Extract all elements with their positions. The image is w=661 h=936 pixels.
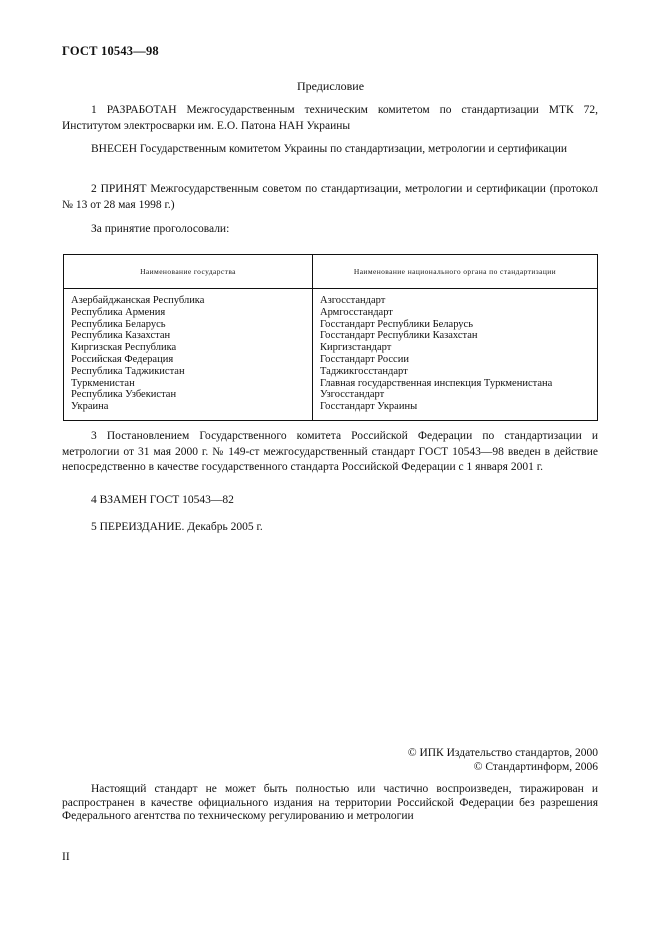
body-name: Таджикгосстандарт bbox=[320, 365, 408, 377]
state-name: Республика Узбекистан bbox=[71, 389, 177, 401]
paragraph-voted: За принятие проголосовали: bbox=[91, 223, 230, 235]
copyright-block bbox=[408, 746, 598, 774]
paragraph-reissue: 5 ПЕРЕИЗДАНИЕ. Декабрь 2005 г. bbox=[91, 521, 263, 533]
paragraph-introduced: ВНЕСЕН Государственным комитетом Украины по стандартизации, метрологии и сертификации bbox=[91, 143, 568, 155]
page-number: II bbox=[62, 851, 70, 863]
body-name: Госстандарт Республики Казахстан bbox=[320, 330, 478, 342]
state-name: Киргизская Республика bbox=[71, 342, 177, 354]
body-name: Узгосстандарт bbox=[320, 389, 385, 401]
paragraph-developed: 1 РАЗРАБОТАН Межгосударственным техническим комитетом по стандартизации МТК 72, Институтом электросварки им. Е.О. Патона НАН Украины bbox=[62, 104, 598, 132]
body-name: Главная государственная инспекция Туркменистана bbox=[320, 377, 553, 389]
body-name: Азгосстандарт bbox=[320, 295, 386, 306]
preface-title: Предисловие bbox=[296, 79, 365, 93]
state-name: Туркменистан bbox=[71, 377, 135, 389]
table-header-row bbox=[64, 255, 598, 289]
copyright-line: © ИПК Издательство стандартов, 2000 bbox=[407, 747, 598, 759]
state-name: Республика Армения bbox=[71, 306, 166, 318]
body-name: Госстандарт Республики Беларусь bbox=[320, 318, 474, 330]
body-name: Госстандарт Украины bbox=[320, 401, 418, 413]
table-row bbox=[64, 289, 598, 421]
body-name: Киргизстандарт bbox=[320, 342, 392, 354]
bodies-cell bbox=[313, 289, 598, 421]
paragraph-adopted: 2 ПРИНЯТ Межгосударственным советом по стандартизации, метрологии и сертификации (протокол № 13 от 28 мая 1998 г.) bbox=[62, 183, 598, 211]
body-name: Армгосстандарт bbox=[320, 306, 393, 318]
states-cell bbox=[64, 289, 313, 421]
state-name: Российская Федерация bbox=[71, 353, 174, 365]
reproduction-notice: Настоящий стандарт не может быть полностью или частично воспроизведен, тиражирован и распространен в качестве официального издания на территории Российской Федерации без разрешения Федерального агентства по техническому регулированию и метрологии bbox=[62, 783, 598, 822]
column-header-body: Наименование национального органа по стандартизации bbox=[313, 255, 598, 289]
column-header-state: Наименование государства bbox=[64, 255, 313, 289]
state-name: Украина bbox=[71, 401, 109, 413]
paragraph-replaces: 4 ВЗАМЕН ГОСТ 10543—82 bbox=[91, 494, 234, 506]
state-name: Республика Казахстан bbox=[71, 330, 171, 342]
state-name: Республика Беларусь bbox=[71, 318, 166, 330]
copyright-line: © Стандартинформ, 2006 bbox=[473, 761, 598, 773]
body-name: Госстандарт России bbox=[320, 353, 409, 365]
document-id: ГОСТ 10543—98 bbox=[62, 44, 159, 58]
state-name: Республика Таджикистан bbox=[71, 365, 185, 377]
paragraph-resolution: 3 Постановлением Государственного комитета Российской Федерации по стандартизации и метрологии от 31 мая 2000 г. № 149-ст межгосударственный стандарт ГОСТ 10543—98 введен в действие непосредственно в качестве государственного стандарта Российской Федерации с 1 января 2001 г. bbox=[62, 430, 598, 473]
voting-table bbox=[63, 254, 598, 421]
state-name: Азербайджанская Республика bbox=[71, 295, 205, 306]
